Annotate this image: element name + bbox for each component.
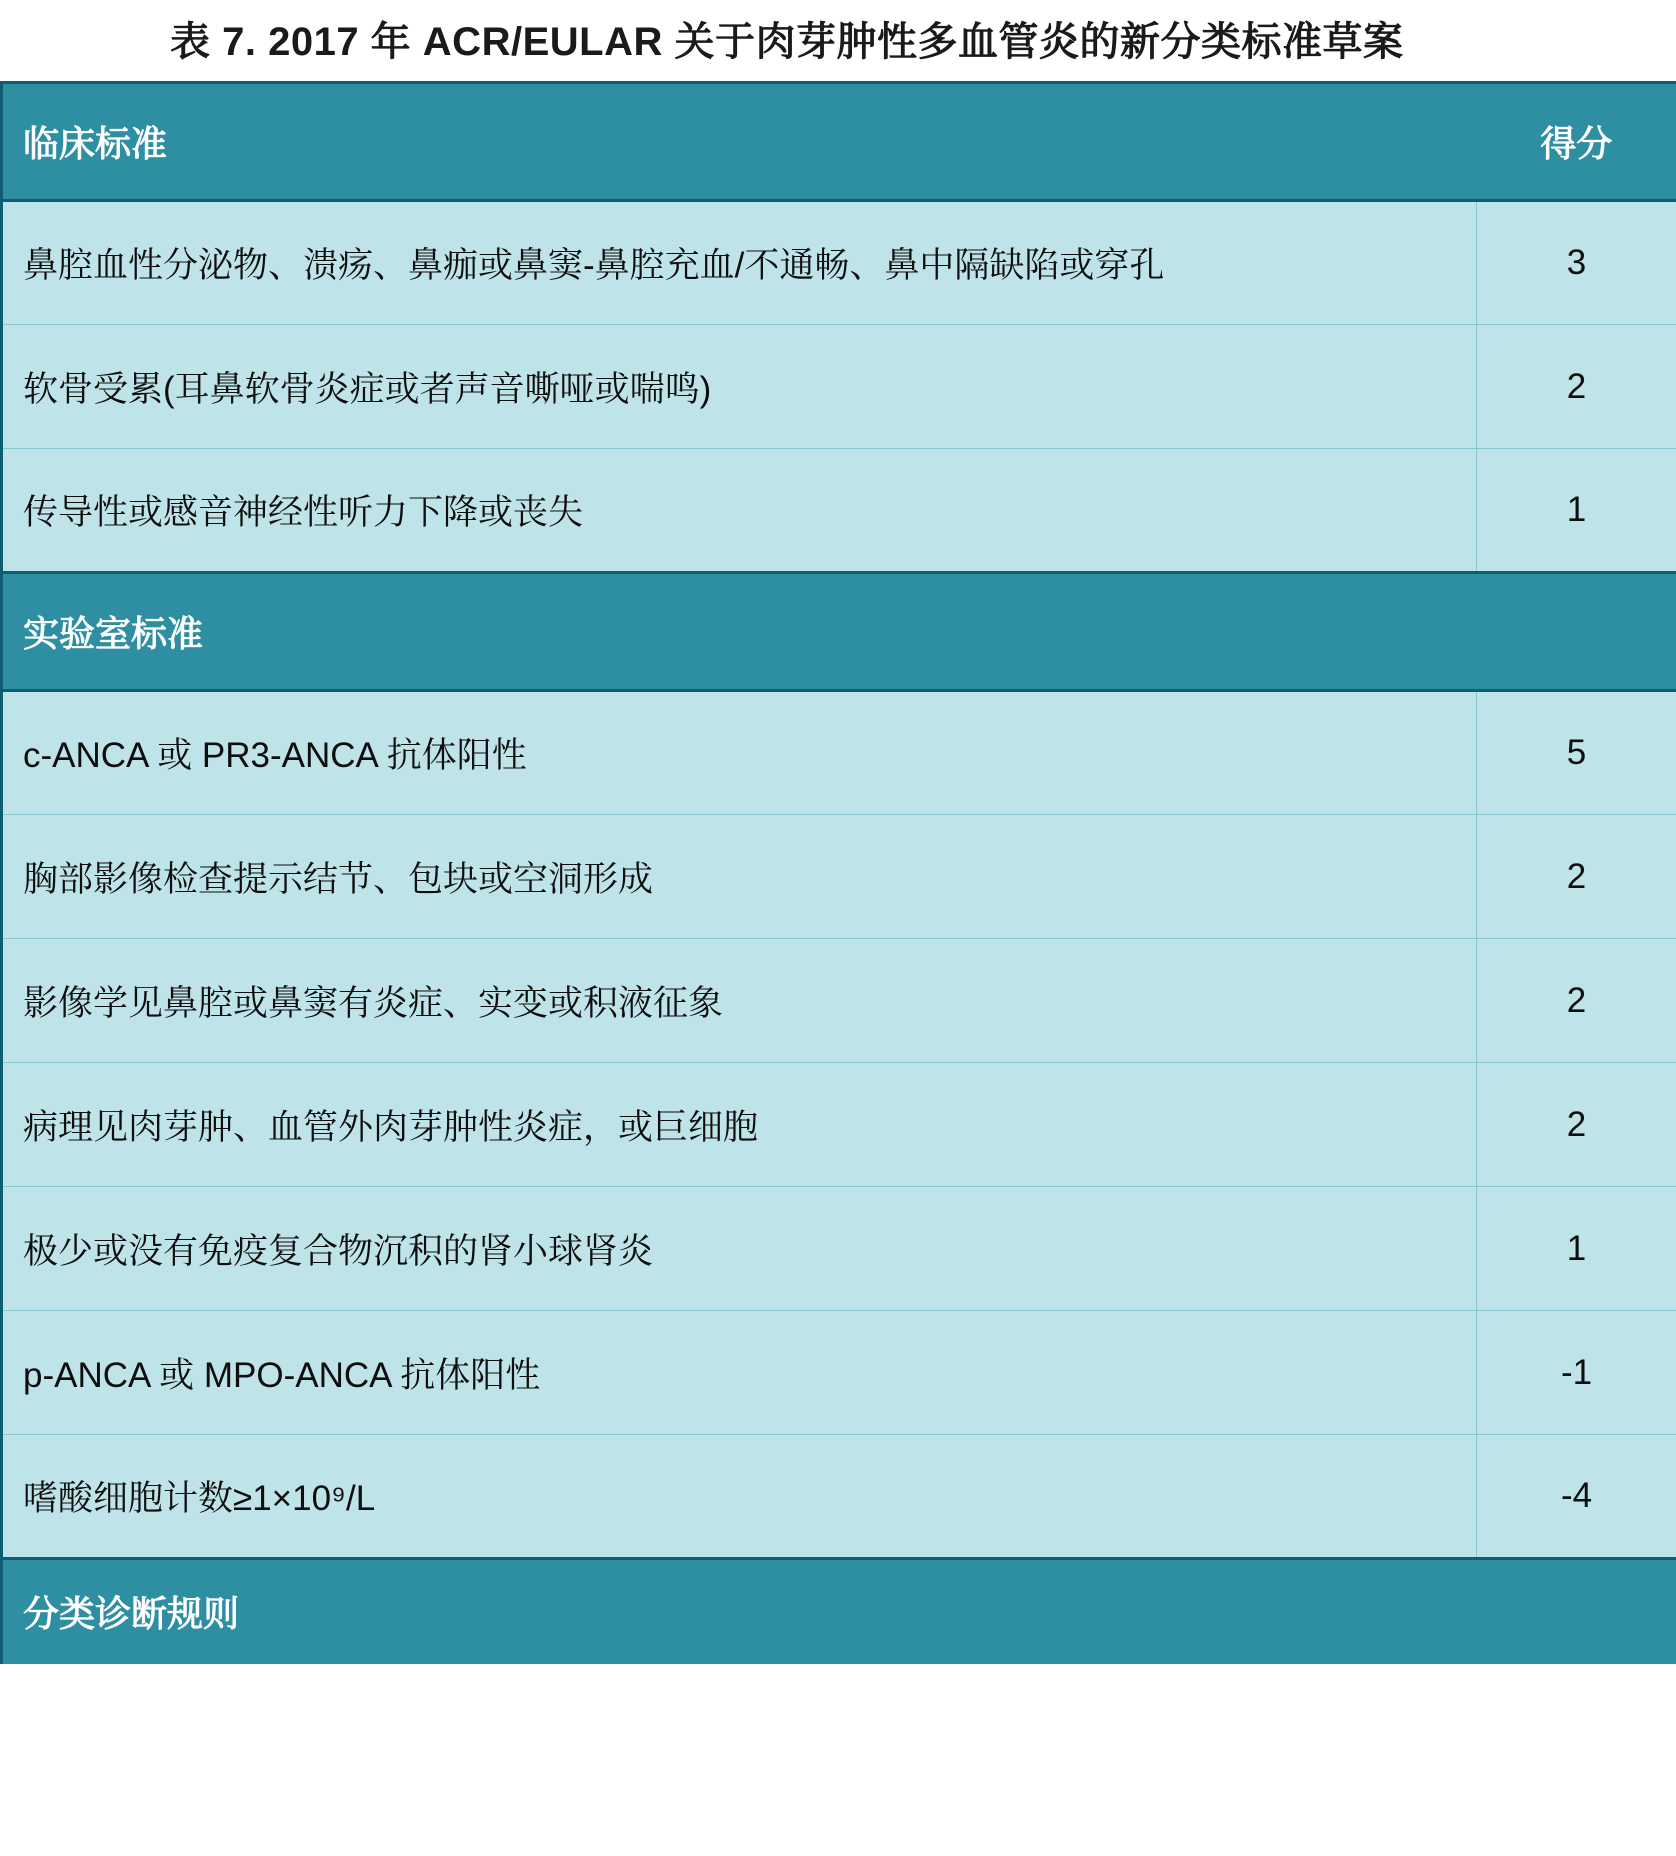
table-row <box>2 449 1676 573</box>
section-header-clinical-label: 临床标准 <box>2 83 1477 201</box>
criterion-text: 胸部影像检查提示结节、包块或空洞形成 <box>2 815 1477 939</box>
watermark-text: @刘湘源医生 <box>1432 1790 1648 1831</box>
criterion-score: 2 <box>1477 939 1676 1063</box>
criterion-text: 嗜酸细胞计数≥1×10⁹/L <box>2 1435 1477 1559</box>
table-row <box>2 815 1676 939</box>
toutiao-logo-icon: 头条 <box>1352 1790 1423 1831</box>
criterion-text: c-ANCA 或 PR3-ANCA 抗体阳性 <box>2 691 1477 815</box>
page-title: 表 7. 2017 年 ACR/EULAR 关于肉芽肿性多血管炎的新分类标准草案 <box>170 20 1404 64</box>
watermark <box>1353 1783 1648 1834</box>
criterion-text: 传导性或感音神经性听力下降或丧失 <box>2 449 1477 573</box>
criterion-score: -1 <box>1477 1311 1676 1435</box>
criterion-score: 3 <box>1477 201 1676 325</box>
criterion-score: 2 <box>1477 1063 1676 1187</box>
criterion-score: 2 <box>1477 815 1676 939</box>
criterion-text: 病理见肉芽肿、血管外肉芽肿性炎症，或巨细胞 <box>2 1063 1477 1187</box>
criterion-score: -4 <box>1477 1435 1676 1559</box>
section-header-clinical <box>2 83 1676 201</box>
criterion-text: 影像学见鼻腔或鼻窦有炎症、实变或积液征象 <box>2 939 1477 1063</box>
table-row <box>2 1311 1676 1435</box>
criterion-score: 5 <box>1477 691 1676 815</box>
criteria-table <box>0 81 1676 1664</box>
table-row <box>2 691 1676 815</box>
section-header-laboratory <box>2 573 1676 691</box>
table-row <box>2 201 1676 325</box>
criterion-score: 1 <box>1477 1187 1676 1311</box>
table-row <box>2 1063 1676 1187</box>
table-row <box>2 939 1676 1063</box>
criterion-text: p-ANCA 或 MPO-ANCA 抗体阳性 <box>2 1311 1477 1435</box>
section-header-rules-score <box>1477 1559 1676 1664</box>
section-header-rules <box>2 1559 1676 1664</box>
table-row <box>2 1435 1676 1559</box>
section-header-laboratory-score <box>1477 573 1676 691</box>
criterion-score: 1 <box>1477 449 1676 573</box>
criterion-text: 极少或没有免疫复合物沉积的肾小球肾炎 <box>2 1187 1477 1311</box>
score-column-header: 得分 <box>1477 83 1676 201</box>
criterion-text: 鼻腔血性分泌物、溃疡、鼻痂或鼻窦-鼻腔充血/不通畅、鼻中隔缺陷或穿孔 <box>2 201 1477 325</box>
section-header-laboratory-label: 实验室标准 <box>2 573 1477 691</box>
criterion-score: 2 <box>1477 325 1676 449</box>
table-row <box>2 325 1676 449</box>
table-row <box>2 1187 1676 1311</box>
section-header-rules-label: 分类诊断规则 <box>2 1559 1477 1664</box>
criterion-text: 软骨受累(耳鼻软骨炎症或者声音嘶哑或喘鸣) <box>2 325 1477 449</box>
